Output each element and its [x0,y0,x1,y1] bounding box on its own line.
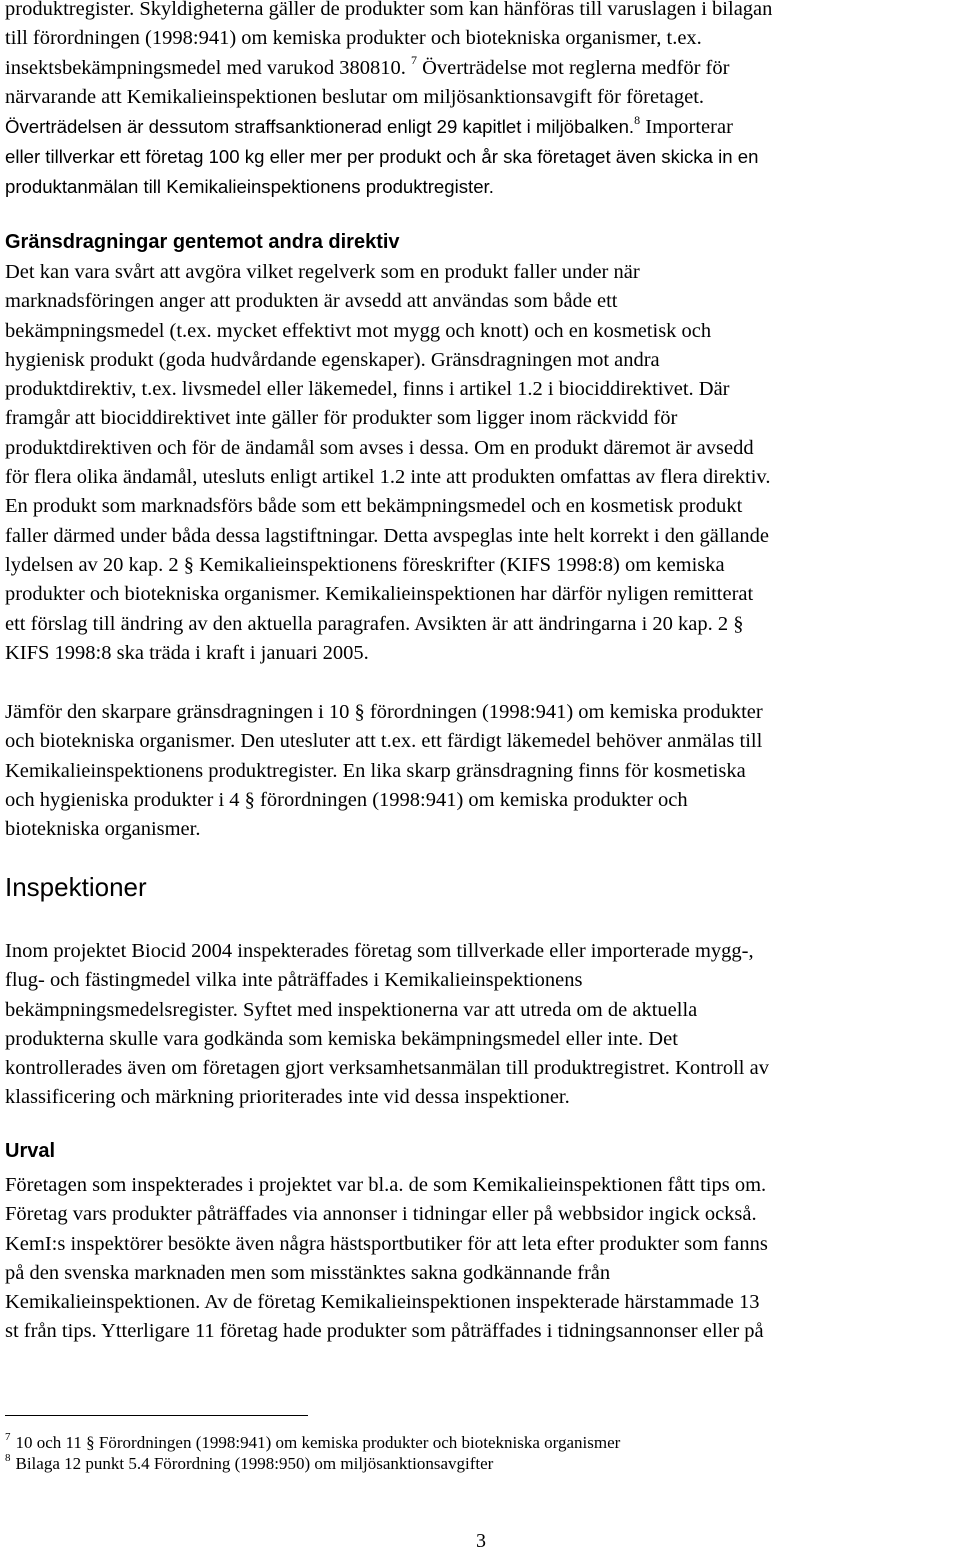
paragraph-line: faller därmed under båda dessa lagstiftningar. Detta avspeglas inte helt korrekt i den gällande [5,524,769,547]
paragraph-line: Företagen som inspekterades i projektet var bl.a. de som Kemikalieinspektionen fått tips om. [5,1174,767,1196]
paragraph-line: Jämför den skarpare gränsdragningen i 10 § förordningen (1998:941) om kemiska produkter [5,701,763,723]
paragraph-line: flug- och fästingmedel vilka inte påträffades i Kemikalieinspektionens [5,969,583,992]
footnote-ref-7[interactable]: 7 [410,52,417,67]
intro-line: till förordningen (1998:941) om kemiska produkter och biotekniska organismer, t.ex. [5,27,702,50]
paragraph-line: för flera olika ändamål, utesluts enligt artikel 1.2 inte att produkten omfattas av flera direktiv. [5,466,771,489]
paragraph-line: bekämpningsmedel (t.ex. mycket effektivt mot mygg och knott) och en kosmetisk och [5,319,712,342]
footnote-text: 10 och 11 § Förordningen (1998:941) om kemiska produkter och biotekniska organismer [15,1433,621,1452]
section-heading-urval: Urval [5,1140,56,1162]
paragraph-line: produktdirektiv, t.ex. livsmedel eller läkemedel, finns i artikel 1.2 i biociddirektivet. Där [5,378,730,401]
footnote-7 [5,1432,953,1453]
paragraph-line: KemI:s inspektörer besökte även några hästsportbutiker för att leta efter produkter som fanns [5,1232,768,1255]
page-number: 3 [476,1530,486,1552]
paragraph-line: KIFS 1998:8 ska träda i kraft i januari 2005. [5,641,369,664]
intro-line: produktregister. Skyldigheterna gäller de produkter som kan hänföras till varuslagen i bilagan [5,0,773,20]
intro-text: Importerar [645,116,733,139]
paragraph-line: produktdirektiven och för de ändamål som avses i dessa. Om en produkt däremot är avsedd [5,436,754,459]
gransdragningar-paragraph-1 [5,258,953,668]
urval-paragraph [5,1171,953,1347]
intro-line: produktanmälan till Kemikalieinspektionens produktregister. [5,175,494,197]
footnote-number: 8 [5,1452,11,1465]
paragraph-line: produkter och biotekniska organismer. Kemikalieinspektionen har därför nyligen remitterat [5,583,754,606]
paragraph-line: hygienisk produkt (goda hudvårdande egenskaper). Gränsdragningen mot andra [5,348,660,371]
paragraph-line: Det kan vara svårt att avgöra vilket regelverk som en produkt faller under när [5,261,640,283]
footnote-divider [5,1415,308,1416]
intro-line: eller tillverkar ett företag 100 kg eller mer per produkt och år ska företaget även skicka in en [5,146,759,168]
paragraph-line: marknadsföringen anger att produkten är avsedd att användas som både ett [5,290,618,313]
paragraph-line: Kemikalieinspektionen. Av de företag Kemikalieinspektionen inspekterade härstammade 13 [5,1291,760,1314]
paragraph-line: på den svenska marknaden men som misstänktes sakna godkännande från [5,1261,611,1284]
paragraph-line: Kemikalieinspektionens produktregister. En lika skarp gränsdragning finns för kosmetiska [5,759,746,782]
footnote-ref-8[interactable]: 8 [634,113,641,127]
paragraph-line: st från tips. Ytterligare 11 företag hade produkter som påträffades i tidningsannonser eller på [5,1320,764,1343]
paragraph-line: bekämpningsmedelsregister. Syftet med inspektionerna var att utreda om de aktuella [5,998,698,1021]
footnotes [5,1432,953,1474]
paragraph-line: kontrollerades även om företagen gjort verksamhetsanmälan till produktregistret. Kontroll av [5,1057,769,1080]
intro-line [5,112,953,142]
paragraph-line: Företag vars produkter påträffades via annonser i tidningar eller på webbsidor ingick också. [5,1203,757,1226]
intro-line: närvarande att Kemikalieinspektionen beslutar om miljösanktionsavgift för företaget. [5,85,705,108]
section-heading-gransdragningar: Gränsdragningar gentemot andra direktiv [5,231,400,253]
paragraph-line: klassificering och märkning prioriterades inte vid dessa inspektioner. [5,1086,570,1109]
paragraph-line: ett förslag till ändring av den aktuella paragrafen. Avsikten är att ändringarna i 20 kap. 2 § [5,612,744,635]
intro-paragraph [5,0,953,201]
gransdragningar-paragraph-2 [5,698,953,844]
inspektioner-paragraph [5,937,953,1113]
footnote-8 [5,1453,953,1474]
paragraph-line: lydelsen av 20 kap. 2 § Kemikalieinspektionens föreskrifter (KIFS 1998:8) om kemiska [5,553,725,576]
paragraph-line: En produkt som marknadsförs både som ett bekämpningsmedel och en kosmetisk produkt [5,495,743,518]
intro-line [5,54,953,83]
footnote-text: Bilaga 12 punkt 5.4 Förordning (1998:950) om miljösanktionsavgifter [15,1454,494,1473]
footnote-number: 7 [5,1431,11,1444]
intro-text: Överträdelse mot reglerna medför för [422,56,730,79]
paragraph-line: biotekniska organismer. [5,818,201,841]
paragraph-line: produkterna skulle vara godkända som kemiska bekämpningsmedel eller inte. Det [5,1027,678,1050]
intro-text: Överträdelsen är dessutom straffsanktionerad enligt 29 kapitlet i miljöbalken. [5,116,635,138]
paragraph-line: och hygieniska produkter i 4 § förordningen (1998:941) om kemiska produkter och [5,788,688,811]
intro-text: insektsbekämpningsmedel med varukod 380810. [5,56,406,79]
paragraph-line: Inom projektet Biocid 2004 inspekterades företag som tillverkade eller importerade mygg-, [5,940,754,962]
paragraph-line: framgår att biociddirektivet inte gäller för produkter som ligger inom räckvidd för [5,407,678,430]
paragraph-line: och biotekniska organismer. Den utesluter att t.ex. ett färdigt läkemedel behöver anmälas till [5,730,763,753]
section-heading-inspektioner: Inspektioner [5,872,147,902]
